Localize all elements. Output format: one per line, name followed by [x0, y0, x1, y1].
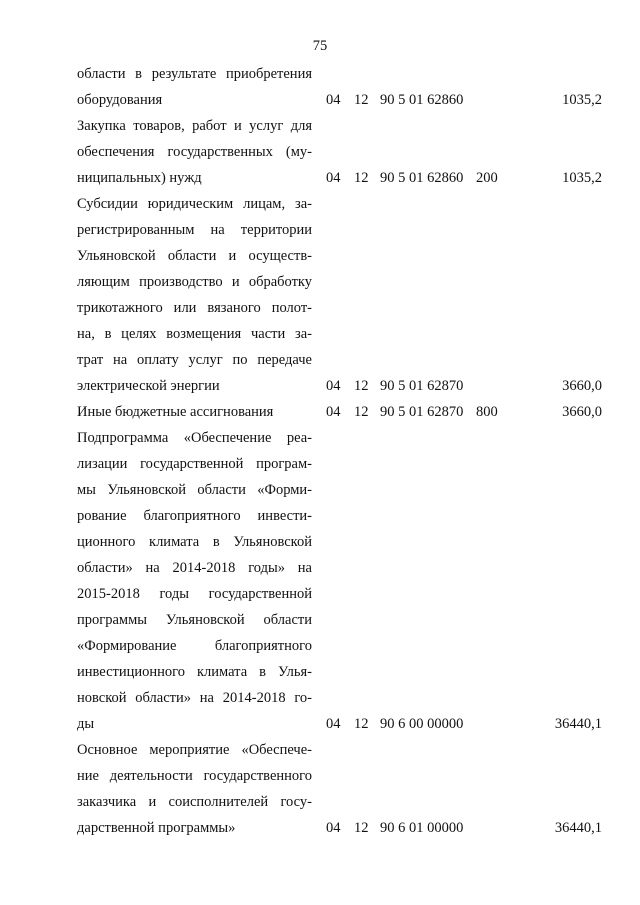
description-line: 2015-2018 годы государственной [77, 586, 312, 602]
budget-table [0, 61, 640, 841]
target-article-code: 90 6 00 00000 [380, 716, 464, 732]
description-line: на, в целях возмещения части за- [77, 326, 312, 342]
target-article-code: 90 5 01 62870 [380, 378, 464, 394]
amount: 1035,2 [562, 92, 602, 108]
table-row [0, 737, 640, 841]
description-line: ды [77, 716, 95, 732]
description-line: ляющим производство и обработку [77, 274, 312, 290]
description-line: новской области» на 2014-2018 го- [77, 690, 312, 706]
description-line: Субсидии юридическим лицам, за- [77, 196, 312, 212]
description-line: мы Ульяновской области «Форми- [77, 482, 312, 498]
table-row [0, 399, 640, 425]
amount: 3660,0 [562, 378, 602, 394]
row-codes [0, 165, 640, 191]
target-article-code: 90 6 01 00000 [380, 820, 464, 836]
description-line: Подпрограмма «Обеспечение реа- [77, 430, 312, 446]
target-article-code: 90 5 01 62870 [380, 404, 464, 420]
section-code: 04 [326, 170, 341, 186]
description-line: заказчика и соисполнителей госу- [77, 794, 312, 810]
description-line: оборудования [77, 92, 163, 108]
subsection-code: 12 [354, 820, 369, 836]
description-line: дарственной программы» [77, 820, 236, 836]
subsection-code: 12 [354, 92, 369, 108]
row-description [77, 425, 312, 737]
section-code: 04 [326, 378, 341, 394]
subsection-code: 12 [354, 378, 369, 394]
page-number: 75 [312, 38, 328, 54]
section-code: 04 [326, 404, 341, 420]
target-article-code: 90 5 01 62860 [380, 92, 464, 108]
amount: 3660,0 [562, 404, 602, 420]
amount: 36440,1 [554, 820, 602, 836]
description-line: Закупка товаров, работ и услуг для [77, 118, 312, 134]
amount: 1035,2 [562, 170, 602, 186]
description-line: Основное мероприятие «Обеспече- [77, 742, 312, 758]
description-line: программы Ульяновской области [77, 612, 312, 628]
description-line: инвестиционного климата в Улья- [77, 664, 312, 680]
description-line: трат на оплату услуг по передаче [77, 352, 312, 368]
expense-type-code: 200 [476, 170, 498, 186]
table-row [0, 191, 640, 399]
row-codes [0, 711, 640, 737]
row-description [77, 191, 312, 399]
target-article-code: 90 5 01 62860 [380, 170, 464, 186]
description-line: лизации государственной програм- [77, 456, 312, 472]
description-line: регистрированным на территории [77, 222, 312, 238]
table-row [0, 61, 640, 113]
subsection-code: 12 [354, 716, 369, 732]
table-row [0, 425, 640, 737]
description-line: обеспечения государственных (му- [77, 144, 312, 160]
description-line: области в результате приобретения [77, 66, 312, 82]
description-line: ниципальных) нужд [77, 170, 202, 186]
description-line: ние деятельности государственного [77, 768, 312, 784]
row-codes [0, 373, 640, 399]
description-line: ционного климата в Ульяновской [77, 534, 312, 550]
row-codes [0, 87, 640, 113]
table-row [0, 113, 640, 191]
description-line: Иные бюджетные ассигнования [77, 404, 274, 420]
section-code: 04 [326, 716, 341, 732]
subsection-code: 12 [354, 404, 369, 420]
subsection-code: 12 [354, 170, 369, 186]
description-line: электрической энергии [77, 378, 220, 394]
section-code: 04 [326, 820, 341, 836]
row-codes [0, 815, 640, 841]
description-line: области» на 2014-2018 годы» на [77, 560, 312, 576]
description-line: Ульяновской области и осуществ- [77, 248, 312, 264]
section-code: 04 [326, 92, 341, 108]
description-line: рование благоприятного инвести- [77, 508, 312, 524]
description-line: «Формирование благоприятного [77, 638, 312, 654]
description-line: трикотажного или вязаного полот- [77, 300, 312, 316]
amount: 36440,1 [554, 716, 602, 732]
expense-type-code: 800 [476, 404, 498, 420]
row-codes [0, 399, 640, 425]
